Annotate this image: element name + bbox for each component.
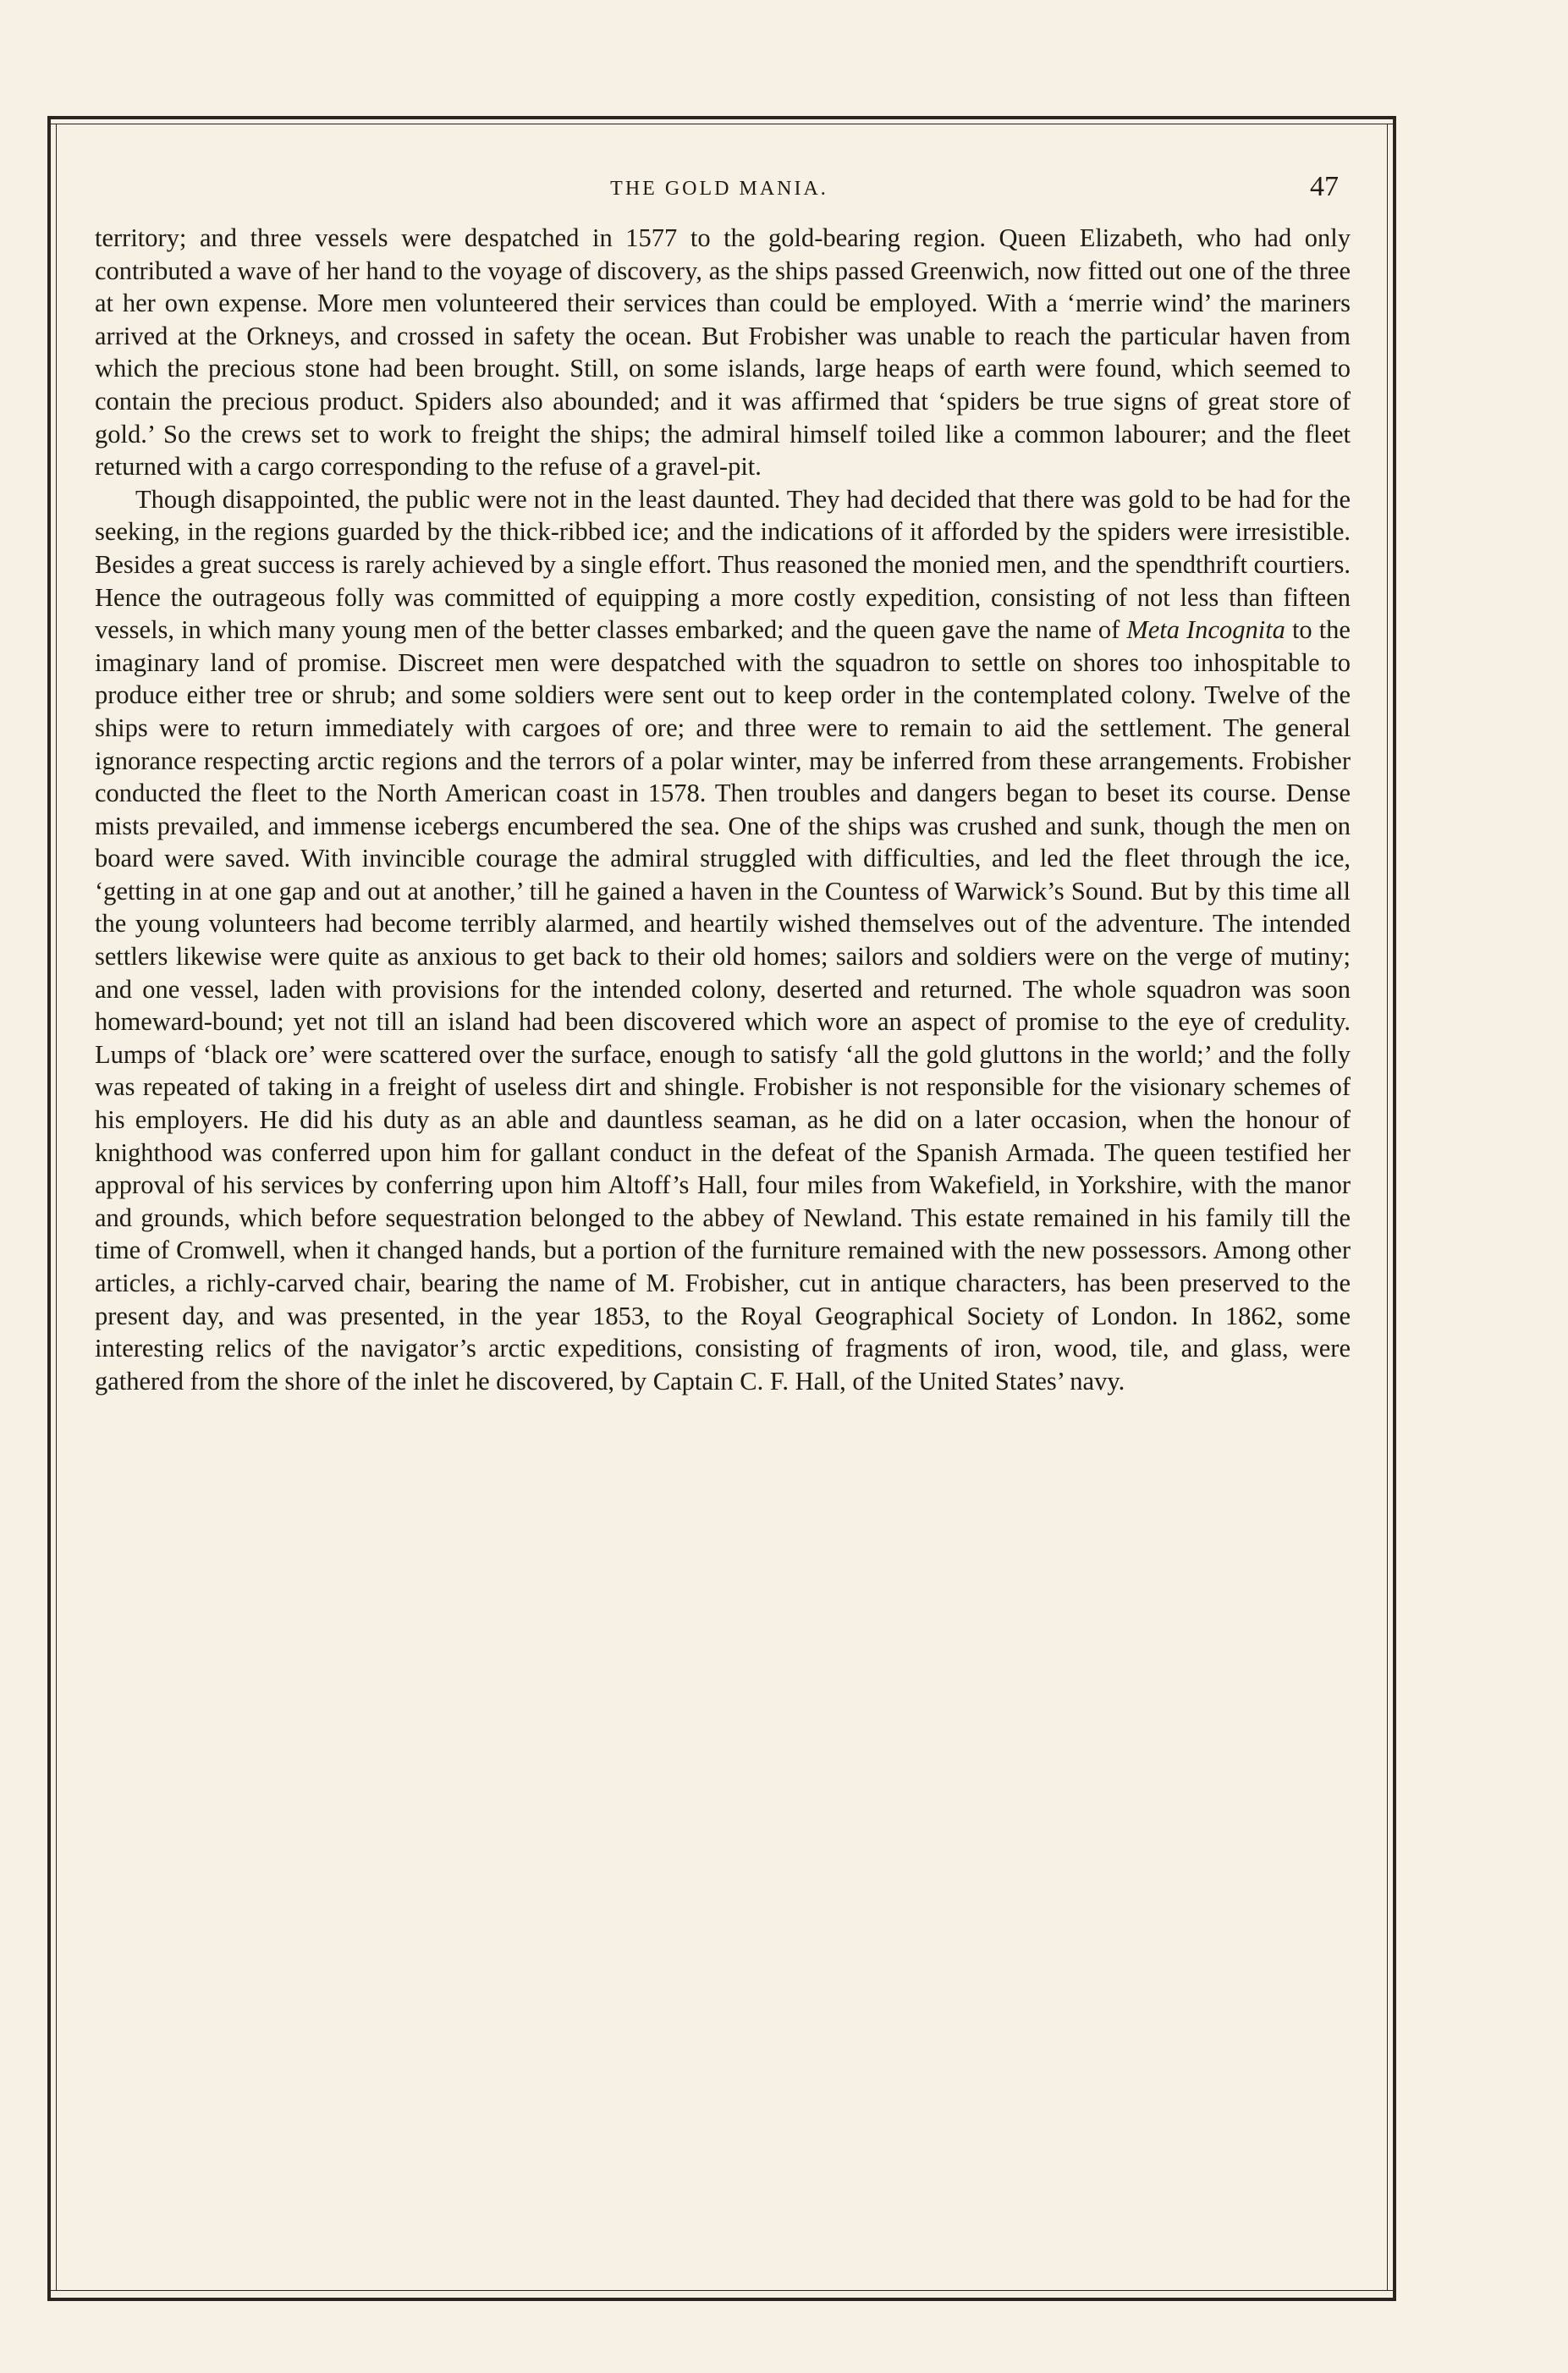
running-title: THE GOLD MANIA. <box>610 178 828 200</box>
page-border-left-inner <box>56 124 57 2291</box>
italic-meta-incognita: Meta Incognita <box>1126 615 1285 645</box>
paragraph-1: territory; and three vessels were despatched in 1577 to the gold-bearing region. Queen Elizabeth, who had only contributed a wave of her hand to the voyage of discovery, as the ships passed Greenwich, now fitted out one of the three at her own expense. More men volunteered their services than could be employed. With a ‘merrie wind’ the mariners arrived at the Orkneys, and crossed in safety the ocean. But Frobisher was unable to reach the particular haven from which the precious stone had been brought. Still, on some islands, large heaps of earth were found, which seemed to contain the precious product. Spiders also abounded; and it was affirmed that ‘spiders be true signs of great store of gold.’ So the crews set to work to freight the ships; the admiral himself toiled like a common labourer; and the fleet returned with a cargo corresponding to the refuse of a gravel-pit. <box>95 223 1351 482</box>
body-text <box>95 222 1351 1397</box>
page-border-right-inner <box>1387 124 1388 2291</box>
paragraph-2-part-2: to the imaginary land of promise. Discreet men were despatched with the squadron to settle on shores too inhospitable to produce either tree or shrub; and some soldiers were sent out to keep order in the contemplated colony. Twelve of the ships were to return immediately with cargoes of ore; and three were to remain to aid the settlement. The general ignorance respecting arctic regions and the terrors of a polar winter, may be inferred from these arrangements. Frobisher conducted the fleet to the North American coast in 1578. Then troubles and dangers began to beset its course. Dense mists prevailed, and immense icebergs encumbered the sea. One of the ships was crushed and sunk, though the men on board were saved. With invincible courage the admiral struggled with difficulties, and led the fleet through the ice, ‘getting in at one gap and out at another,’ till he gained a haven in the Countess of Warwick’s Sound. But by this time all the young volunteers had become terribly alarmed, and heartily wished themselves out of the adventure. The intended settlers likewise were quite as anxious to get back to their old homes; sailors and soldiers were on the verge of mutiny; and one vessel, laden with provisions for the intended colony, deserted and returned. The whole squadron was soon homeward-bound; yet not till an island had been discovered which wore an aspect of promise to the eye of credulity. Lumps of ‘black ore’ were scattered over the surface, enough to satisfy ‘all the gold gluttons in the world;’ and the folly was repeated of taking in a freight of useless dirt and shingle. Frobisher is not responsible for the visionary schemes of his employers. He did his duty as an able and dauntless seaman, as he did on a later occasion, when the honour of knighthood was conferred upon him for gallant conduct in the defeat of the Spanish Armada. The queen testified her approval of his services by conferring upon him Altoff’s Hall, four miles from Wakefield, in Yorkshire, with the manor and grounds, which before sequestration belonged to the abbey of Newland. This estate remained in his family till the time of Cromwell, when it changed hands, but a portion of the furniture remained with the new possessors. Among other articles, a richly-carved chair, bearing the name of M. Frobisher, cut in antique characters, has been preserved to the present day, and was presented, in the year 1853, to the Royal Geographical Society of London. In 1862, some interesting relics of the navigator’s arctic expeditions, consisting of fragments of iron, wood, tile, and glass, were gathered from the shore of the inlet he discovered, by Captain C. F. Hall, of the United States’ navy. <box>95 615 1351 1396</box>
page-border-right <box>1393 116 1396 2301</box>
page-border-top <box>47 116 1396 119</box>
page-border-bottom <box>47 2298 1396 2301</box>
page-border-left <box>47 116 51 2301</box>
paragraph-2-part-1: Though disappointed, the public were not in the least daunted. They had decided that there was gold to be had for the seeking, in the regions guarded by the thick-ribbed ice; and the indications of it afforded by the spiders were irresistible. Besides a great success is rarely achieved by a single effort. Thus reasoned the monied men, and the spendthrift courtiers. Hence the outrageous folly was committed of equipping a more costly expedition, consisting of not less than fifteen vessels, in which many young men of the better classes embarked; and the queen gave the name of <box>95 484 1351 645</box>
running-head <box>93 171 1345 212</box>
page-number: 47 <box>1310 171 1339 202</box>
page-border-bottom-inner <box>47 2290 1396 2291</box>
paragraph-2 <box>95 483 1351 1398</box>
